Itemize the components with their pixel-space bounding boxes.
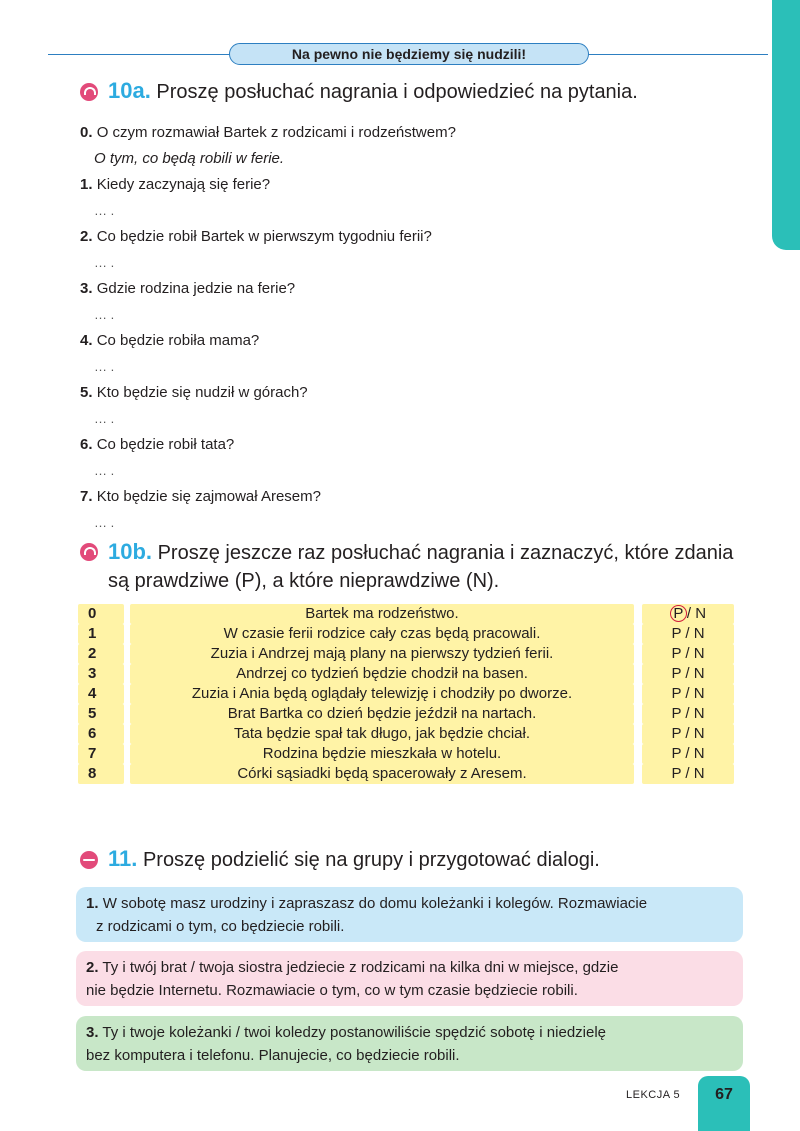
exercise-instruction: Proszę podzielić się na grupy i przygotować dialogi. — [142, 849, 600, 871]
row-number: 4 — [78, 684, 124, 704]
answer-n: / N — [686, 605, 707, 622]
exercise-number: 11. — [108, 846, 138, 871]
row-sentence: Zuzia i Ania będą oglądały telewizję i chodziły po dworze. — [130, 684, 634, 704]
row-sentence: Tata będzie spał tak długo, jak będzie chciał. — [130, 724, 634, 744]
row-number: 2 — [78, 644, 124, 664]
row-sentence: Rodzina będzie mieszkała w hotelu. — [130, 744, 634, 764]
row-sentence: Andrzej co tydzień będzie chodził na basen. — [130, 664, 634, 684]
task-text-line1: W sobotę masz urodziny i zapraszasz do domu koleżanki i kolegów. Rozmawiacie — [102, 895, 648, 912]
true-false-choice[interactable]: P / N — [642, 724, 734, 744]
row-number: 6 — [78, 724, 124, 744]
question-text: Kto będzie się zajmował Aresem? — [96, 488, 321, 505]
table-row — [78, 684, 734, 704]
question-1 — [80, 172, 740, 198]
table-row — [78, 644, 734, 664]
exercise-instruction-line2: są prawdziwe (P), a które nieprawdziwe (N). — [108, 570, 500, 592]
task-number: 2. — [86, 959, 99, 976]
row-sentence: Brat Bartka co dzień będzie jeździł na nartach. — [130, 704, 634, 724]
question-list — [80, 120, 740, 536]
question-number: 6. — [80, 436, 93, 453]
row-sentence: Bartek ma rodzeństwo. — [130, 604, 634, 624]
task-text-line2: z rodzicami o tym, co będziecie robili. — [96, 918, 345, 935]
headphones-icon — [80, 83, 98, 101]
section-title: Na pewno nie będziemy się nudzili! — [229, 43, 589, 65]
question-text: O czym rozmawiał Bartek z rodzicami i rodzeństwem? — [96, 124, 456, 141]
table-row — [78, 744, 734, 764]
row-sentence: Zuzia i Andrzej mają plany na pierwszy tydzień ferii. — [130, 644, 634, 664]
true-false-choice[interactable]: P / N — [642, 684, 734, 704]
question-number: 4. — [80, 332, 93, 349]
question-2 — [80, 224, 740, 250]
task-box-3 — [76, 1016, 743, 1071]
table-row — [78, 664, 734, 684]
exercise-11-title — [80, 846, 600, 872]
question-number: 2. — [80, 228, 93, 245]
question-number: 5. — [80, 384, 93, 401]
answer-blank[interactable]: … . — [94, 359, 115, 374]
table-row — [78, 704, 734, 724]
question-number: 7. — [80, 488, 93, 505]
row-sentence: W czasie ferii rodzice cały czas będą pracowali. — [130, 624, 634, 644]
circled-answer-p: P — [670, 605, 687, 622]
page-number: 67 — [698, 1076, 750, 1131]
task-text-line2: bez komputera i telefonu. Planujecie, co będziecie robili. — [86, 1047, 460, 1064]
answer-blank[interactable]: … . — [94, 255, 115, 270]
true-false-choice[interactable] — [642, 604, 734, 624]
exercise-number: 10a. — [108, 78, 151, 103]
exercise-instruction-line1: Proszę jeszcze raz posłuchać nagrania i zaznaczyć, które zdania — [157, 542, 734, 564]
true-false-choice[interactable]: P / N — [642, 644, 734, 664]
question-text: Co będzie robiła mama? — [96, 332, 260, 349]
exercise-10b-title — [80, 538, 733, 595]
answer-blank[interactable]: … . — [94, 307, 115, 322]
lips-icon — [80, 851, 98, 869]
row-number: 0 — [78, 604, 124, 624]
question-4 — [80, 328, 740, 354]
true-false-table — [78, 604, 734, 784]
true-false-choice[interactable]: P / N — [642, 664, 734, 684]
task-text-line1: Ty i twój brat / twoja siostra jedziecie z rodzicami na kilka dni w miejsce, gdzie — [102, 959, 619, 976]
answer-blank[interactable]: … . — [94, 411, 115, 426]
table-row — [78, 724, 734, 744]
table-row — [78, 764, 734, 784]
lesson-label: LEKCJA 5 — [626, 1089, 681, 1101]
question-number: 1. — [80, 176, 93, 193]
question-3 — [80, 276, 740, 302]
question-text: Gdzie rodzina jedzie na ferie? — [96, 280, 296, 297]
row-number: 1 — [78, 624, 124, 644]
true-false-choice[interactable]: P / N — [642, 744, 734, 764]
answer-blank[interactable]: … . — [94, 463, 115, 478]
question-number: 3. — [80, 280, 93, 297]
task-number: 3. — [86, 1024, 99, 1041]
true-false-choice[interactable]: P / N — [642, 624, 734, 644]
exercise-instruction: Proszę posłuchać nagrania i odpowiedzieć na pytania. — [156, 81, 638, 103]
question-6 — [80, 432, 740, 458]
question-number: 0. — [80, 124, 93, 141]
answer-example: O tym, co będą robili w ferie. — [94, 150, 285, 167]
row-sentence: Córki sąsiadki będą spacerowały z Aresem. — [130, 764, 634, 784]
exercise-10a-title — [80, 78, 638, 104]
question-text: Kiedy zaczynają się ferie? — [96, 176, 271, 193]
side-tab-marker — [772, 0, 800, 250]
table-row — [78, 624, 734, 644]
row-number: 7 — [78, 744, 124, 764]
task-box-2 — [76, 951, 743, 1006]
question-7 — [80, 484, 740, 510]
task-text-line2: nie będzie Internetu. Rozmawiacie o tym, co w tym czasie będziecie robili. — [86, 982, 578, 999]
answer-blank[interactable]: … . — [94, 203, 115, 218]
question-text: Kto będzie się nudził w górach? — [96, 384, 308, 401]
row-number: 5 — [78, 704, 124, 724]
question-text: Co będzie robił Bartek w pierwszym tygodniu ferii? — [96, 228, 432, 245]
table-row — [78, 604, 734, 624]
task-text-line1: Ty i twoje koleżanki / twoi koledzy postanowiliście spędzić sobotę i niedzielę — [102, 1024, 607, 1041]
question-text: Co będzie robił tata? — [96, 436, 235, 453]
task-box-1 — [76, 887, 743, 942]
task-number: 1. — [86, 895, 99, 912]
answer-blank[interactable]: … . — [94, 515, 115, 530]
headphones-icon — [80, 543, 98, 561]
row-number: 3 — [78, 664, 124, 684]
row-number: 8 — [78, 764, 124, 784]
true-false-choice[interactable]: P / N — [642, 764, 734, 784]
question-0 — [80, 120, 740, 146]
exercise-number: 10b. — [108, 539, 153, 564]
question-5 — [80, 380, 740, 406]
true-false-choice[interactable]: P / N — [642, 704, 734, 724]
